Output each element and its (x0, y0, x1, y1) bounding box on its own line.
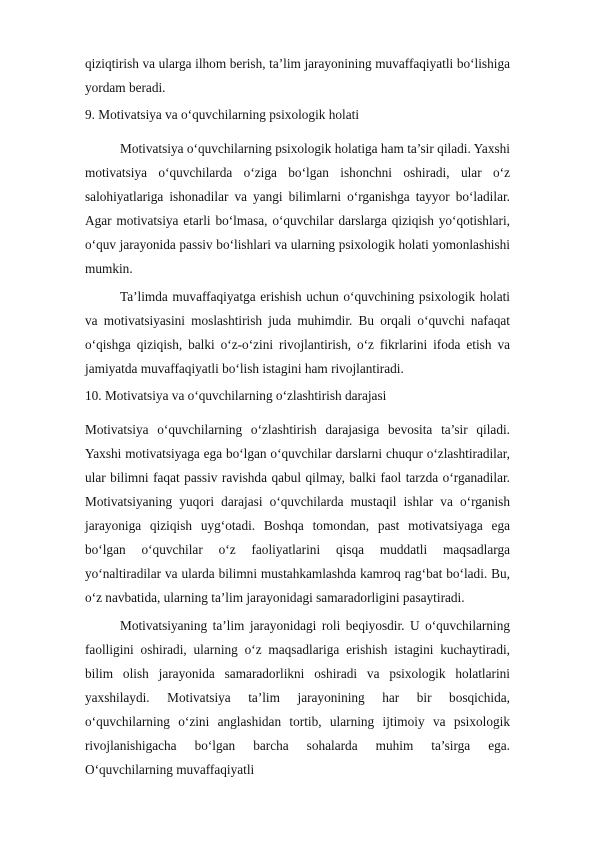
paragraph-motivation-role: Motivatsiyaning ta’lim jarayonidagi roli beqiyosdir. U o‘quvchilarning faolligini oshiradi, ularning o‘z maqsadlariga erishish istagini kuchaytiradi, bilim olish jarayonida samaradorlikni oshiradi va psixologik holatlarini yaxshilaydi. Motivatsiya ta’lim jarayonining har bir bosqichida, o‘quvchilarning o‘zini anglashidan tortib, ularning ijtimoiy va psixologik rivojlanishigacha bo‘lgan barcha sohalarda muhim ta’sirga ega. O‘quvchilarning muvaffaqiyatli (85, 618, 510, 777)
paragraph-psychological-state: Motivatsiya o‘quvchilarning psixologik holatiga ham ta’sir qiladi. Yaxshi motivatsiya o‘quvchilarda o‘ziga bo‘lgan ishonchni oshiradi, ular o‘z salohiyatlariga ishonadilar va yangi bilimlarni o‘rganishga tayyor bo‘ladilar. Agar motivatsiya etarli bo‘lmasa, o‘quvchilar darslarga qiziqish yo‘qotishlari, o‘quv jarayonida passiv bo‘lishlari va ularning psixologik holati yomonlashishi mumkin. (85, 141, 510, 276)
paragraph-success-motivation: Ta’limda muvaffaqiyatga erishish uchun o‘quvchining psixologik holati va motivatsiyasini moslashtirish juda muhimdir. Bu orqali o‘quvchi nafaqat o‘qishga qiziqish, balki o‘z-o‘zini rivojlantirish, o‘z fikrlarini ifoda etish va jamiyatda muvaffaqiyatli bo‘lish istagini ham rivojlantiradi. (85, 289, 510, 376)
section-heading-10: 10. Motivatsiya va o‘quvchilarning o‘zlashtirish darajasi (85, 388, 387, 403)
document-body (85, 52, 510, 782)
paragraph-continuation: qiziqtirish va ularga ilhom berish, ta’lim jarayonining muvaffaqiyatli bo‘lishiga yordam beradi. (85, 56, 510, 95)
section-heading-9: 9. Motivatsiya va o‘quvchilarning psixologik holati (85, 107, 360, 122)
paragraph-mastery-level: Motivatsiya o‘quvchilarning o‘zlashtirish darajasiga bevosita ta’sir qiladi. Yaxshi motivatsiyaga ega bo‘lgan o‘quvchilar darslarni chuqur o‘zlashtiradilar, ular bilimni faqat passiv ravishda qabul qilmay, balki faol tarzda o‘rganadilar. Motivatsiyaning yuqori darajasi o‘quvchilarda mustaqil ishlar va o‘rganish jarayoniga qiziqish uyg‘otadi. Boshqa tomondan, past motivatsiyaga ega bo‘lgan o‘quvchilar o‘z faoliyatlarini qisqa muddatli maqsadlarga yo‘naltiradilar va ularda bilimni mustahkamlashda kamroq rag‘bat bo‘ladi. Bu, o‘z navbatida, ularning ta’lim jarayonidagi samaradorligini pasaytiradi. (85, 422, 510, 605)
